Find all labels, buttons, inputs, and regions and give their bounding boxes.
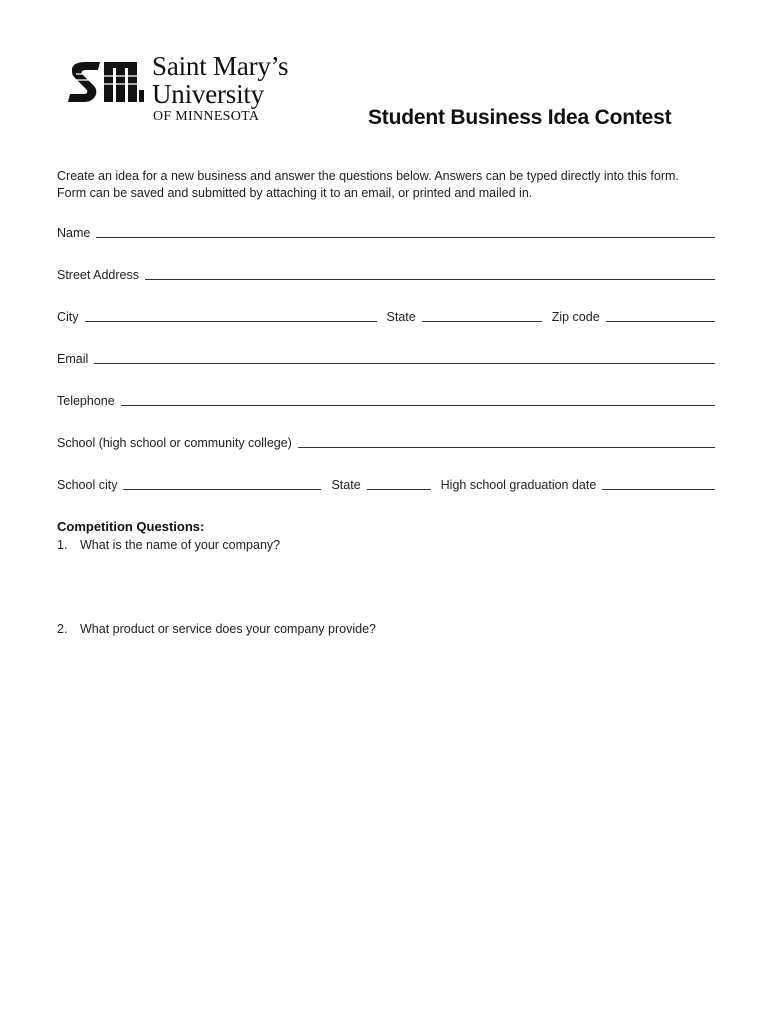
name-row	[57, 222, 715, 242]
school-city-field[interactable]	[123, 488, 321, 490]
graduation-date-field[interactable]	[602, 488, 715, 490]
question-1-text: What is the name of your company?	[80, 538, 281, 552]
state-label: State	[386, 310, 416, 324]
university-subtitle: OF MINNESOTA	[153, 109, 260, 124]
school-row	[57, 432, 715, 452]
school-city-label: School city	[57, 478, 118, 492]
question-2	[57, 622, 376, 636]
question-1-number: 1.	[57, 538, 68, 552]
graduation-date-label: High school graduation date	[440, 478, 597, 492]
city-label: City	[57, 310, 79, 324]
university-logo	[66, 52, 326, 130]
competition-questions-heading: Competition Questions:	[57, 519, 205, 534]
university-name	[152, 52, 288, 108]
zip-field[interactable]	[606, 320, 715, 322]
question-2-number: 2.	[57, 622, 68, 636]
school-state-label: State	[331, 478, 361, 492]
university-name-line1: Saint Mary’s	[152, 51, 289, 81]
email-field[interactable]	[94, 362, 715, 364]
school-city-row	[57, 474, 715, 494]
telephone-label: Telephone	[57, 394, 115, 408]
telephone-field[interactable]	[121, 404, 715, 406]
street-address-field[interactable]	[145, 278, 715, 280]
school-state-field[interactable]	[367, 488, 431, 490]
intro-line-1: Create an idea for a new business and answer the questions below. Answers can be typed directly into this form.	[57, 169, 679, 183]
university-name-line2: University	[152, 79, 264, 109]
question-2-text: What product or service does your company provide?	[80, 622, 376, 636]
email-row	[57, 348, 715, 368]
street-address-label: Street Address	[57, 268, 139, 282]
city-state-zip-row	[57, 306, 715, 326]
intro-line-2: Form can be saved and submitted by attaching it to an email, or printed and mailed in.	[57, 186, 533, 200]
zip-label: Zip code	[551, 310, 600, 324]
university-logo-icon	[66, 60, 146, 104]
city-field[interactable]	[85, 320, 377, 322]
name-label: Name	[57, 226, 91, 240]
question-1	[57, 538, 280, 552]
school-label: School (high school or community college)	[57, 436, 292, 450]
school-field[interactable]	[298, 446, 715, 448]
page-title: Student Business Idea Contest	[368, 106, 672, 129]
street-address-row	[57, 264, 715, 284]
telephone-row	[57, 390, 715, 410]
email-label: Email	[57, 352, 89, 366]
intro-text	[57, 168, 717, 202]
name-field[interactable]	[96, 236, 715, 238]
state-field[interactable]	[422, 320, 542, 322]
